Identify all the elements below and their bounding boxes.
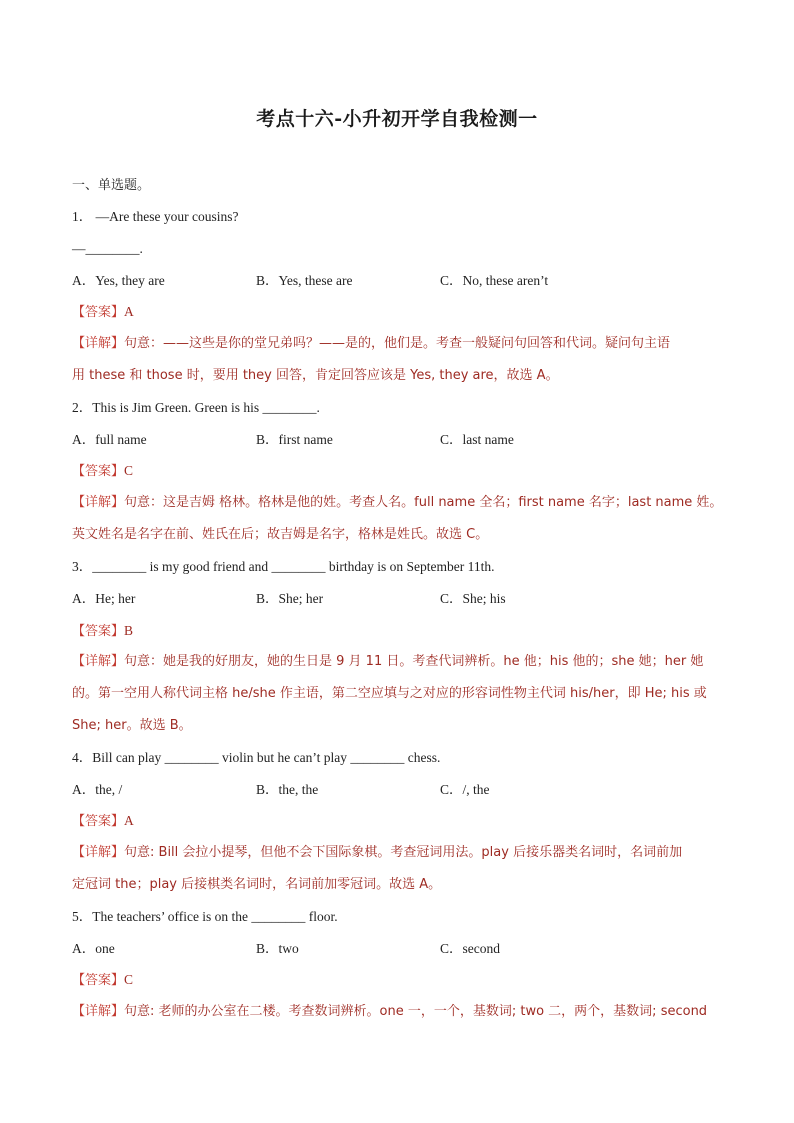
answer-value: A <box>124 304 134 319</box>
question-4-option-b: B．the, the <box>256 782 319 797</box>
section-heading: 一、单选题。 <box>72 178 151 193</box>
detail-text-continued: 英文姓名是名字在前、姓氏在后；故吉姆是名字，格林是姓氏。故选 C。 <box>72 527 489 542</box>
answer-tag: 【答案】 <box>72 814 125 829</box>
question-3-option-b: B．She; her <box>256 591 324 606</box>
question-4-option-a: A．the, / <box>72 782 123 797</box>
question-3-option-c: C．She; his <box>440 591 506 606</box>
question-2-option-a: A．full name <box>72 432 147 447</box>
answer-value: A <box>124 813 134 828</box>
question-3-detail <box>72 653 703 671</box>
question-5-option-b: B．two <box>256 941 299 956</box>
detail-tag: 【详解】 <box>72 654 125 669</box>
detail-text-continued: 用 these 和 those 时，要用 they 回答，肯定回答应该是 Yes, they are，故选 A。 <box>72 368 559 383</box>
detail-text-continued: 定冠词 the；play 后接棋类名词时，名词前加零冠词。故选 A。 <box>72 877 442 892</box>
detail-tag: 【详解】 <box>72 495 125 510</box>
question-4-option-c: C．/, the <box>440 782 490 797</box>
answer-tag: 【答案】 <box>72 973 125 988</box>
detail-text: 句意：这是吉姆 格林。格林是他的姓。考查人名。full name 全名；first name 名字；last name 姓。 <box>124 495 723 510</box>
question-5-option-c: C．second <box>440 941 500 956</box>
question-2-stem: 2．This is Jim Green. Green is his ________. <box>72 400 320 415</box>
answer-value: C <box>124 972 134 987</box>
question-5-detail <box>72 1003 707 1021</box>
detail-text-continued: She; her。故选 B。 <box>72 718 192 733</box>
detail-text-continued: 的。第一空用人称代词主格 he/she 作主语，第二空应填与之对应的形容词性物主代词 his/her，即 He; his 或 <box>72 686 707 701</box>
detail-tag: 【详解】 <box>72 1004 125 1019</box>
question-1-stem-answer-line: —________. <box>72 241 143 256</box>
question-1-stem: 1． —Are these your cousins? <box>72 209 239 224</box>
page-title: 考点十六-小升初开学自我检测一 <box>256 108 538 130</box>
question-2-detail <box>72 494 722 512</box>
answer-tag: 【答案】 <box>72 624 125 639</box>
question-2-option-b: B．first name <box>256 432 333 447</box>
question-1-detail <box>72 335 670 353</box>
question-3-option-a: A．He; her <box>72 591 136 606</box>
detail-text: 句意：她是我的好朋友，她的生日是 9 月 11 日。考查代词辨析。he 他；his 他的；she 她；her 她 <box>124 654 704 669</box>
detail-tag: 【详解】 <box>72 336 125 351</box>
answer-tag: 【答案】 <box>72 464 125 479</box>
question-3-answer <box>72 622 133 641</box>
question-2-answer <box>72 462 133 481</box>
answer-tag: 【答案】 <box>72 305 125 320</box>
detail-tag: 【详解】 <box>72 845 125 860</box>
question-5-answer <box>72 971 133 990</box>
detail-text: 句意: 老师的办公室在二楼。考查数词辨析。one 一，一个，基数词; two 二，两个，基数词; second <box>124 1004 708 1019</box>
question-5-option-a: A．one <box>72 941 115 956</box>
detail-text: 句意：——这些是你的堂兄弟吗？——是的，他们是。考查一般疑问句回答和代词。疑问句主语 <box>124 336 671 351</box>
question-3-stem: 3．________ is my good friend and ________ birthday is on September 11th. <box>72 559 495 574</box>
question-1-answer <box>72 303 134 322</box>
question-1-option-a: A．Yes, they are <box>72 273 165 288</box>
question-4-detail <box>72 844 682 862</box>
detail-text: 句意: Bill 会拉小提琴，但他不会下国际象棋。考查冠词用法。play 后接乐器类名词时，名词前加 <box>124 845 683 860</box>
answer-value: B <box>124 623 134 638</box>
question-4-answer <box>72 812 134 831</box>
question-2-option-c: C．last name <box>440 432 514 447</box>
answer-value: C <box>124 463 134 478</box>
question-5-stem: 5．The teachers’ office is on the ________ floor. <box>72 909 338 924</box>
question-1-option-c: C．No, these aren’t <box>440 273 549 288</box>
question-4-stem: 4．Bill can play ________ violin but he can’t play ________ chess. <box>72 750 441 765</box>
question-1-option-b: B．Yes, these are <box>256 273 353 288</box>
